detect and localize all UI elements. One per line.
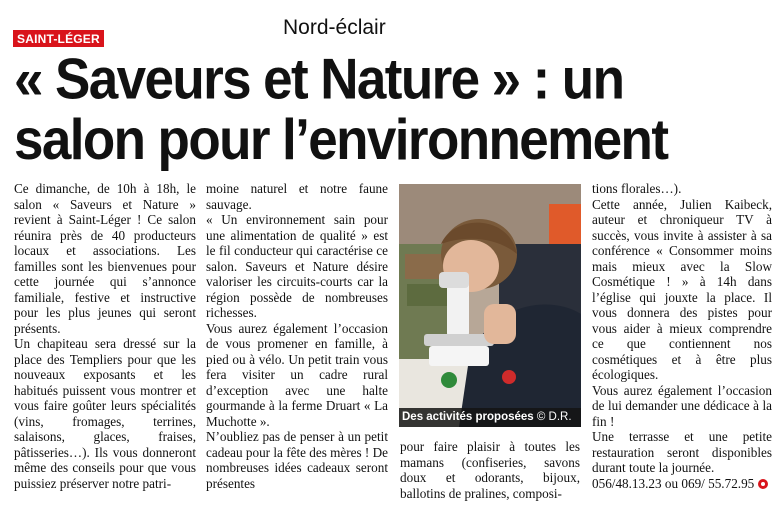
paragraph: Vous aurez également l’occasion de vous promener en famille, à pied ou à vélo. Un petit train vous fera visiter un cadre rural d’exception avec une halte gourmande à la ferme Druart « La Muchotte ». bbox=[206, 320, 388, 429]
article-photo bbox=[399, 184, 581, 427]
end-mark-icon bbox=[758, 479, 768, 489]
photo-illustration bbox=[399, 184, 581, 427]
article-column-3 bbox=[400, 439, 580, 501]
paragraph: pour faire plaisir à toutes les mamans (confiseries, savons doux et odorants, bijoux, ballotins de pralines, composi- bbox=[400, 439, 580, 501]
paragraph: Une terrasse et une petite restauration seront disponibles durant toute la journée. bbox=[592, 429, 772, 475]
photo-credit: © D.R. bbox=[536, 411, 572, 423]
paragraph: moine naturel et notre faune sauvage. bbox=[206, 181, 388, 212]
article-column-2 bbox=[206, 181, 388, 491]
paragraph: Un chapiteau sera dressé sur la place des Templiers pour que les nouveaux exposants et les habitués puissent vous montrer et vous faire goûter leurs spécialités (vins, fromages, terrines, salaisons, glaces, fraises, pâtisseries…). Ils vous donneront même des conseils pour que vous puissiez préserver notre patri- bbox=[14, 336, 196, 491]
contact-phones: 056/48.13.23 ou 069/ 55.72.95 bbox=[592, 475, 755, 491]
headline-line-2: salon pour l’environnement bbox=[14, 108, 668, 173]
headline-line-1: « Saveurs et Nature » : un bbox=[14, 47, 624, 112]
rubric-label: SAINT-LÉGER bbox=[13, 30, 104, 47]
paragraph: Vous aurez également l’occasion de lui demander une dédicace à la fin ! bbox=[592, 382, 772, 429]
paragraph: « Un environnement sain pour une alimentation de qualité » est le fil conducteur qui caractérise ce salon. Saveurs et Nature désire valoriser les circuits-courts car la région possède de nombreuses richesses. bbox=[206, 212, 388, 320]
contact-line bbox=[592, 476, 772, 492]
paragraph: tions florales…). bbox=[592, 181, 682, 196]
paragraph: Ce dimanche, de 10h à 18h, le salon « Saveurs et Nature » revient à Saint-Léger ! Ce salon réunira près de 40 producteurs locaux et associations. Les familles sont les bienvenues pour cette journée qui s’annonce familiale, festive et instructive pour les plus jeunes qui seront présents. bbox=[14, 181, 196, 336]
paragraph: Cette année, Julien Kaibeck, auteur et chroniqueur TV à succès, vous invite à assister à sa conférence « Consommer moins mais mieux avec la Slow Cosmétique ! » à 14h dans l’église qui jouxte la place. Il vous donnera des pistes pour vous aider à mieux comprendre ce que contiennent nos cosmétiques et à être plus écologiques. bbox=[592, 196, 772, 382]
photo-caption bbox=[399, 408, 581, 427]
masthead: Nord-éclair bbox=[283, 16, 386, 39]
caption-text: Des activités proposées bbox=[402, 411, 534, 423]
article-column-4 bbox=[592, 181, 772, 491]
headline bbox=[14, 47, 774, 173]
article-column-1 bbox=[14, 181, 196, 491]
paragraph: N’oubliez pas de penser à un petit cadeau pour la fête des mères ! De nombreuses idées cadeaux seront présentes bbox=[206, 429, 388, 491]
